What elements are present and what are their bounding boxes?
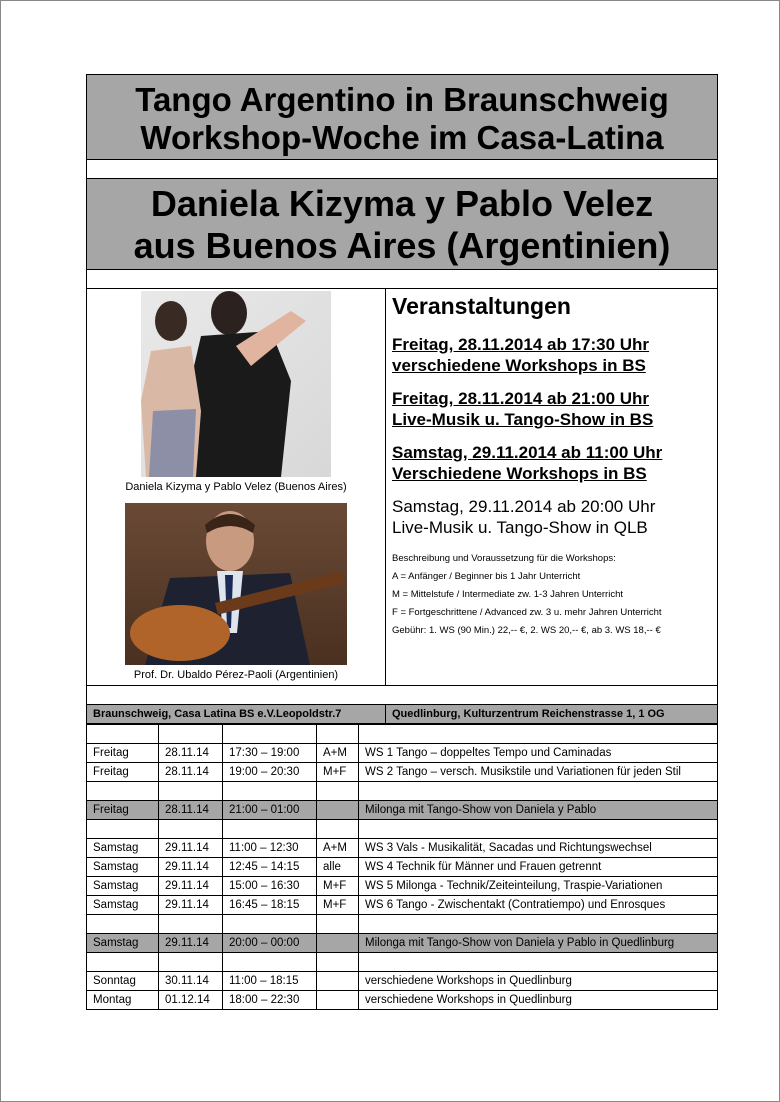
day-cell: [87, 820, 159, 839]
day-cell: [87, 725, 159, 744]
day-cell: Samstag: [87, 934, 159, 953]
spacer: [86, 270, 718, 288]
workshop-notes: [392, 550, 717, 640]
date-cell: [159, 915, 223, 934]
table-row: [87, 896, 718, 915]
level-cell: M+F: [317, 763, 359, 782]
date-cell: [159, 725, 223, 744]
schedule-table: [86, 724, 718, 1010]
info-section: [86, 288, 718, 686]
notes-line: Beschreibung und Voraussetzung für die Workshops:: [392, 553, 616, 564]
workshop-cell: verschiedene Workshops in Quedlinburg: [359, 972, 718, 991]
workshop-cell: Milonga mit Tango-Show von Daniela y Pablo: [359, 801, 718, 820]
time-cell: [223, 915, 317, 934]
workshop-cell: WS 3 Vals - Musikalität, Sacadas und Richtungswechsel: [359, 839, 718, 858]
notes-line: F = Fortgeschrittene / Advanced zw. 3 u. mehr Jahren Unterricht: [392, 607, 662, 618]
workshop-cell: WS 1 Tango – doppeltes Tempo und Caminadas: [359, 744, 718, 763]
notes-line: A = Anfänger / Beginner bis 1 Jahr Unterricht: [392, 571, 581, 582]
level-cell: [317, 782, 359, 801]
date-cell: 29.11.14: [159, 877, 223, 896]
level-cell: [317, 953, 359, 972]
table-row: [87, 744, 718, 763]
time-cell: 19:00 – 20:30: [223, 763, 317, 782]
event-item: [392, 334, 717, 376]
level-cell: A+M: [317, 744, 359, 763]
location-braunschweig: Braunschweig, Casa Latina BS e.V.Leopoldstr.7: [87, 705, 386, 723]
event-desc: Live-Musik u. Tango-Show in BS: [392, 410, 654, 429]
title-line-2: Workshop-Woche im Casa-Latina: [140, 119, 664, 156]
time-cell: 11:00 – 12:30: [223, 839, 317, 858]
time-cell: 17:30 – 19:00: [223, 744, 317, 763]
table-row: [87, 934, 718, 953]
event-desc: Verschiedene Workshops in BS: [392, 464, 647, 483]
dancers-caption: Daniela Kizyma y Pablo Velez (Buenos Aires): [125, 481, 347, 493]
time-cell: 15:00 – 16:30: [223, 877, 317, 896]
level-cell: [317, 801, 359, 820]
day-cell: Samstag: [87, 877, 159, 896]
table-row: [87, 877, 718, 896]
level-cell: [317, 934, 359, 953]
table-row: [87, 991, 718, 1010]
table-row: [87, 953, 718, 972]
event-desc: verschiedene Workshops in BS: [392, 356, 646, 375]
title-band: [86, 74, 718, 160]
level-cell: [317, 915, 359, 934]
date-cell: 29.11.14: [159, 896, 223, 915]
spacer: [86, 686, 718, 704]
event-date: Samstag, 29.11.2014 ab 11:00 Uhr: [392, 443, 663, 462]
level-cell: M+F: [317, 877, 359, 896]
table-row: [87, 725, 718, 744]
event-item: [392, 442, 717, 484]
artists-band: [86, 178, 718, 270]
day-cell: Freitag: [87, 801, 159, 820]
time-cell: [223, 820, 317, 839]
date-cell: 30.11.14: [159, 972, 223, 991]
date-cell: 29.11.14: [159, 934, 223, 953]
date-cell: 28.11.14: [159, 763, 223, 782]
day-cell: Samstag: [87, 839, 159, 858]
document: [86, 74, 718, 1010]
time-cell: [223, 953, 317, 972]
time-cell: 20:00 – 00:00: [223, 934, 317, 953]
time-cell: 21:00 – 01:00: [223, 801, 317, 820]
event-date: Freitag, 28.11.2014 ab 21:00 Uhr: [392, 389, 650, 408]
time-cell: 16:45 – 18:15: [223, 896, 317, 915]
workshop-cell: [359, 953, 718, 972]
day-cell: Samstag: [87, 858, 159, 877]
date-cell: 29.11.14: [159, 858, 223, 877]
date-cell: 01.12.14: [159, 991, 223, 1010]
event-date: Freitag, 28.11.2014 ab 17:30 Uhr: [392, 335, 650, 354]
fee-line: Gebühr: 1. WS (90 Min.) 22,-- €, 2. WS 20,-- €, ab 3. WS 18,-- €: [392, 625, 661, 636]
dancers-photo: [141, 291, 331, 477]
day-cell: Samstag: [87, 896, 159, 915]
event-item: [392, 388, 717, 430]
table-row: [87, 972, 718, 991]
table-row: [87, 858, 718, 877]
date-cell: [159, 782, 223, 801]
level-cell: [317, 820, 359, 839]
level-cell: [317, 725, 359, 744]
workshop-cell: WS 4 Technik für Männer und Frauen getrennt: [359, 858, 718, 877]
level-cell: A+M: [317, 839, 359, 858]
day-cell: [87, 915, 159, 934]
day-cell: Sonntag: [87, 972, 159, 991]
date-cell: [159, 953, 223, 972]
workshop-cell: [359, 725, 718, 744]
day-cell: [87, 782, 159, 801]
table-row: [87, 839, 718, 858]
time-cell: [223, 725, 317, 744]
table-row: [87, 801, 718, 820]
event-date: Samstag, 29.11.2014 ab 20:00 Uhr: [392, 497, 656, 516]
workshop-cell: Milonga mit Tango-Show von Daniela y Pablo in Quedlinburg: [359, 934, 718, 953]
artists-line-2: aus Buenos Aires (Argentinien): [133, 225, 671, 266]
table-row: [87, 782, 718, 801]
location-quedlinburg: Quedlinburg, Kulturzentrum Reichenstrasse 1, 1 OG: [392, 708, 665, 720]
level-cell: [317, 972, 359, 991]
event-desc: Live-Musik u. Tango-Show in QLB: [392, 518, 648, 537]
workshop-cell: verschiedene Workshops in Quedlinburg: [359, 991, 718, 1010]
notes-line: M = Mittelstufe / Intermediate zw. 1-3 Jahren Unterricht: [392, 589, 623, 600]
day-cell: Montag: [87, 991, 159, 1010]
level-cell: alle: [317, 858, 359, 877]
workshop-cell: [359, 915, 718, 934]
spacer: [86, 160, 718, 178]
table-row: [87, 763, 718, 782]
workshop-cell: [359, 820, 718, 839]
day-cell: [87, 953, 159, 972]
workshop-cell: WS 5 Milonga - Technik/Zeiteinteilung, Traspie-Variationen: [359, 877, 718, 896]
date-cell: [159, 820, 223, 839]
guitarist-caption: Prof. Dr. Ubaldo Pérez-Paoli (Argentinien): [133, 669, 339, 681]
table-row: [87, 915, 718, 934]
time-cell: 12:45 – 14:15: [223, 858, 317, 877]
workshop-cell: WS 6 Tango - Zwischentakt (Contratiempo) und Enrosques: [359, 896, 718, 915]
date-cell: 29.11.14: [159, 839, 223, 858]
event-item: [392, 496, 717, 538]
time-cell: 18:00 – 22:30: [223, 991, 317, 1010]
day-cell: Freitag: [87, 763, 159, 782]
locations-bar: [86, 704, 718, 724]
guitarist-photo: [125, 503, 347, 665]
events-column: [386, 289, 717, 685]
time-cell: [223, 782, 317, 801]
workshop-cell: WS 2 Tango – versch. Musikstile und Variationen für jeden Stil: [359, 763, 718, 782]
workshop-cell: [359, 782, 718, 801]
artists-line-1: Daniela Kizyma y Pablo Velez: [150, 183, 654, 224]
table-row: [87, 820, 718, 839]
time-cell: 11:00 – 18:15: [223, 972, 317, 991]
date-cell: 28.11.14: [159, 744, 223, 763]
photo-column: [87, 289, 386, 685]
title-line-1: Tango Argentino in Braunschweig: [135, 81, 669, 118]
level-cell: M+F: [317, 896, 359, 915]
date-cell: 28.11.14: [159, 801, 223, 820]
events-title: Veranstaltungen: [392, 293, 571, 319]
day-cell: Freitag: [87, 744, 159, 763]
level-cell: [317, 991, 359, 1010]
